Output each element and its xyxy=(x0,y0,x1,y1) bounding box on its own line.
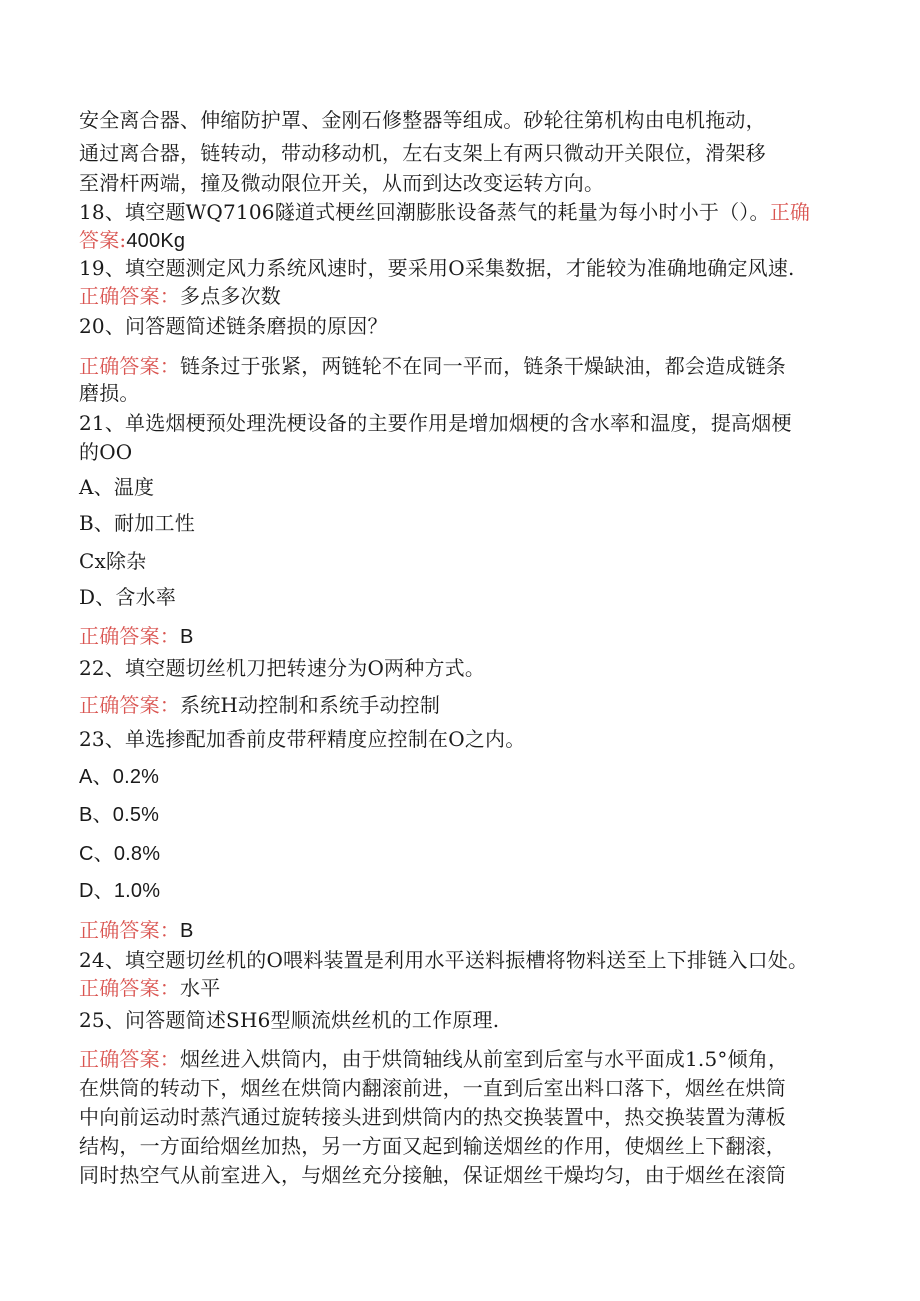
answer-value: B xyxy=(180,920,194,942)
answer-value: 水平 xyxy=(180,976,221,1000)
answer-20-cont: 磨损。 xyxy=(79,381,140,405)
question-24: 24、填空题切丝机的O喂料装置是利用水平送料振槽将物料送至上下排链入口处。 xyxy=(79,948,809,972)
answer-label: 正确答案： xyxy=(79,624,180,648)
answer-value: 400Kg xyxy=(126,230,186,252)
question-20: 20、问答题简述链条磨损的原因？ xyxy=(79,314,388,338)
question-23: 23、单选掺配加香前皮带秤精度应控制在O之内。 xyxy=(79,727,526,751)
question-19: 19、填空题测定风力系统风速时，要采用O采集数据，才能较为准确地确定风速. xyxy=(79,256,795,280)
answer-value: 系统H动控制和系统手动控制 xyxy=(180,693,441,717)
answer-label: 正确答案： xyxy=(79,918,180,942)
option-c: C、0.8% xyxy=(79,843,161,865)
question-25: 25、问答题简述SH6型顺流烘丝机的工作原理. xyxy=(79,1008,500,1032)
answer-25-cont: 在烘筒的转动下，烟丝在烘筒内翻滚前进，一直到后室出料口落下，烟丝在烘筒 xyxy=(79,1076,786,1100)
answer-22 xyxy=(79,693,440,717)
question-text: 18、填空题WQ7106隧道式梗丝回潮膨胀设备蒸气的耗量为每小时小于（）。 xyxy=(79,200,770,224)
option-b: B、0.5% xyxy=(79,804,160,826)
answer-19 xyxy=(79,284,281,308)
question-21: 21、单选烟梗预处理洗梗设备的主要作用是增加烟梗的含水率和温度，提高烟梗 xyxy=(79,411,792,435)
option-b: B、耐加工性 xyxy=(79,511,195,535)
answer-label: 正确答案： xyxy=(79,1047,180,1071)
option-a: A、温度 xyxy=(79,475,155,499)
answer-label: 答案: xyxy=(79,228,127,252)
intro-line: 至滑杆两端，撞及微动限位开关，从而到达改变运转方向。 xyxy=(79,171,605,195)
answer-label: 正确答案： xyxy=(79,354,180,378)
answer-25-cont: 同时热空气从前室进入，与烟丝充分接触，保证烟丝干燥均匀，由于烟丝在滚筒 xyxy=(79,1163,786,1187)
answer-21 xyxy=(79,624,194,649)
answer-value: 链条过于张紧，两链轮不在同一平而，链条干燥缺油，都会造成链条 xyxy=(180,354,786,378)
answer-25-cont: 中向前运动时蒸汽通过旋转接头进到烘筒内的热交换装置中，热交换装置为薄板 xyxy=(79,1105,786,1129)
answer-label: 正确答案： xyxy=(79,693,180,717)
question-22: 22、填空题切丝机刀把转速分为O两种方式。 xyxy=(79,656,486,680)
answer-25-cont: 结构，一方面给烟丝加热，另一方面又起到输送烟丝的作用，使烟丝上下翻滚， xyxy=(79,1134,786,1158)
answer-label: 正确 xyxy=(769,200,811,224)
option-c: Cx除杂 xyxy=(79,549,147,573)
answer-label: 正确答案： xyxy=(79,976,180,1000)
answer-25 xyxy=(79,1047,788,1071)
answer-value: B xyxy=(180,626,194,648)
question-21-cont: 的OO xyxy=(79,440,133,464)
answer-value: 多点多次数 xyxy=(180,284,281,308)
answer-label: 正确答案： xyxy=(79,284,180,308)
question-18 xyxy=(79,200,810,224)
intro-line: 安全离合器、伸缩防护罩、金刚石修整器等组成。砂轮往第机构由电机拖动， xyxy=(79,108,766,132)
answer-23 xyxy=(79,918,194,943)
option-d: D、含水率 xyxy=(79,585,177,609)
option-a: A、0.2% xyxy=(79,766,160,788)
answer-value: 烟丝进入烘筒内，由于烘筒轴线从前室到后室与水平面成1.5°倾角， xyxy=(180,1047,789,1071)
answer-24 xyxy=(79,976,220,1000)
answer-18 xyxy=(79,228,185,253)
intro-line: 通过离合器，链转动，带动移动机，左右支架上有两只微动开关限位，滑架移 xyxy=(79,141,766,165)
answer-20 xyxy=(79,354,786,378)
option-d: D、1.0% xyxy=(79,880,161,902)
